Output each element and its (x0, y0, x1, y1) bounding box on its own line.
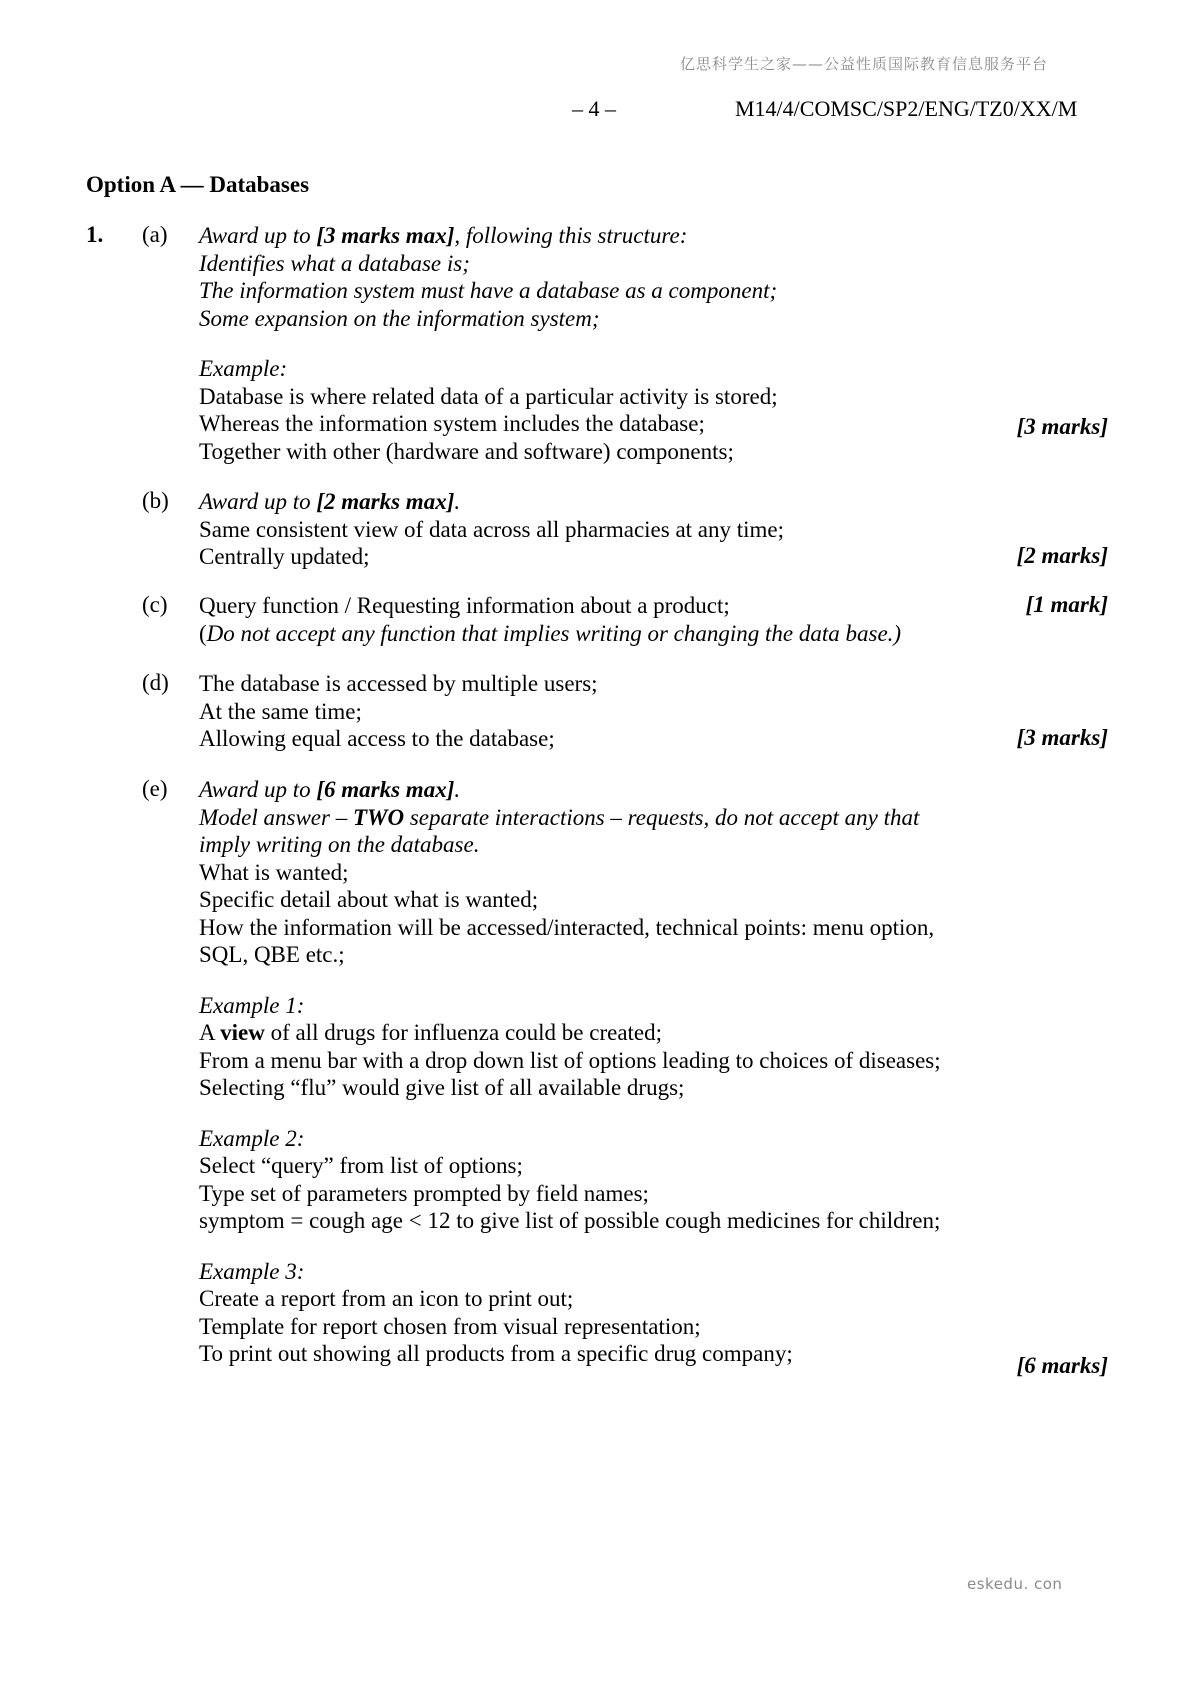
part-body (199, 488, 989, 571)
marks-label: [6 marks] (1016, 1353, 1108, 1378)
part-label: (c) (142, 592, 168, 617)
example-line (199, 1019, 989, 1047)
paper-code: M14/4/COMSC/SP2/ENG/TZ0/XX/M (735, 96, 1078, 121)
part-label: (b) (142, 488, 169, 513)
part-label: (d) (142, 670, 169, 695)
marks-label: [2 marks] (1016, 543, 1108, 568)
answer-line: Specific detail about what is wanted; (199, 887, 539, 912)
example-line: Select “query” from list of options; (199, 1153, 523, 1178)
award-marks: [6 marks max] (316, 777, 455, 802)
example-line: To print out showing all products from a specific drug company; (199, 1341, 793, 1366)
note-text: Do not accept any function that implies writing or changing the data base.) (206, 620, 902, 646)
answer-line: Centrally updated; (199, 544, 370, 569)
example-line: symptom = cough age < 12 to give list of possible cough medicines for children; (199, 1208, 941, 1233)
award-text-tail: , following this structure: (454, 223, 688, 248)
part-body (199, 222, 989, 465)
example-label: Example 1: (199, 992, 305, 1018)
example-line: Create a report from an icon to print out; (199, 1286, 574, 1311)
answer-line: Allowing equal access to the database; (199, 726, 555, 751)
example-line: Selecting “flu” would give list of all available drugs; (199, 1075, 685, 1100)
example-line: Together with other (hardware and software) components; (199, 438, 734, 464)
watermark-bottom: eskedu. con (967, 1575, 1063, 1593)
award-line (199, 488, 989, 516)
example-label: Example: (199, 356, 288, 381)
part-label: (a) (142, 222, 168, 247)
award-marks: [3 marks max] (316, 223, 455, 248)
award-text: Award up to (199, 223, 317, 248)
example-line: Whereas the information system includes the database; (199, 411, 705, 436)
answer-line: Same consistent view of data across all pharmacies at any time; (199, 516, 785, 542)
award-text: Award up to (199, 777, 317, 802)
model-text-tail: separate interactions – requests, do not accept any that (404, 804, 920, 830)
award-line (199, 222, 989, 250)
marks-label: [3 marks] (1016, 725, 1108, 750)
example-text-tail: of all drugs for influenza could be created; (264, 1020, 663, 1045)
award-text-tail: . (454, 777, 461, 802)
example-line: Type set of parameters prompted by field names; (199, 1180, 649, 1206)
marks-label: [1 mark] (1025, 592, 1108, 617)
criterion-line: Identifies what a database is; (199, 250, 470, 276)
model-answer-line: imply writing on the database. (199, 832, 480, 857)
example-text: A (199, 1020, 221, 1045)
marks-label: [3 marks] (1016, 414, 1108, 439)
criterion-line: Some expansion on the information system; (199, 305, 600, 331)
model-answer-line (199, 804, 989, 832)
model-emphasis: TWO (352, 804, 405, 830)
answer-line: Query function / Requesting information about a product; (199, 593, 730, 618)
page-number: – 4 – (572, 96, 616, 121)
answer-line: How the information will be accessed/interacted, technical points: menu option, (199, 914, 935, 940)
part-body (199, 592, 989, 647)
answer-line: At the same time; (199, 698, 362, 724)
award-line (199, 776, 989, 804)
example-label: Example 3: (199, 1258, 305, 1284)
example-line: Template for report chosen from visual representation; (199, 1313, 701, 1339)
example-line: Database is where related data of a particular activity is stored; (199, 383, 778, 409)
example-label: Example 2: (199, 1125, 305, 1151)
part-body (199, 776, 989, 1368)
criterion-line: The information system must have a database as a component; (199, 278, 778, 303)
answer-line: What is wanted; (199, 859, 349, 885)
answer-line: SQL, QBE etc.; (199, 942, 345, 967)
option-title: Option A — Databases (86, 172, 310, 197)
part-label: (e) (142, 776, 168, 801)
question-number: 1. (86, 222, 104, 247)
award-marks: [2 marks max] (316, 489, 455, 514)
award-text: Award up to (199, 489, 317, 514)
watermark-top: 亿思科学生之家——公益性质国际教育信息服务平台 (680, 55, 1049, 73)
example-emphasis: view (220, 1020, 265, 1045)
part-body (199, 670, 989, 753)
example-line: From a menu bar with a drop down list of options leading to choices of diseases; (199, 1047, 941, 1073)
note-paren: ( (199, 620, 207, 646)
model-text: Model answer – (199, 804, 353, 830)
award-text-tail: . (454, 489, 461, 514)
note-line (199, 620, 989, 648)
answer-line: The database is accessed by multiple users; (199, 671, 598, 696)
